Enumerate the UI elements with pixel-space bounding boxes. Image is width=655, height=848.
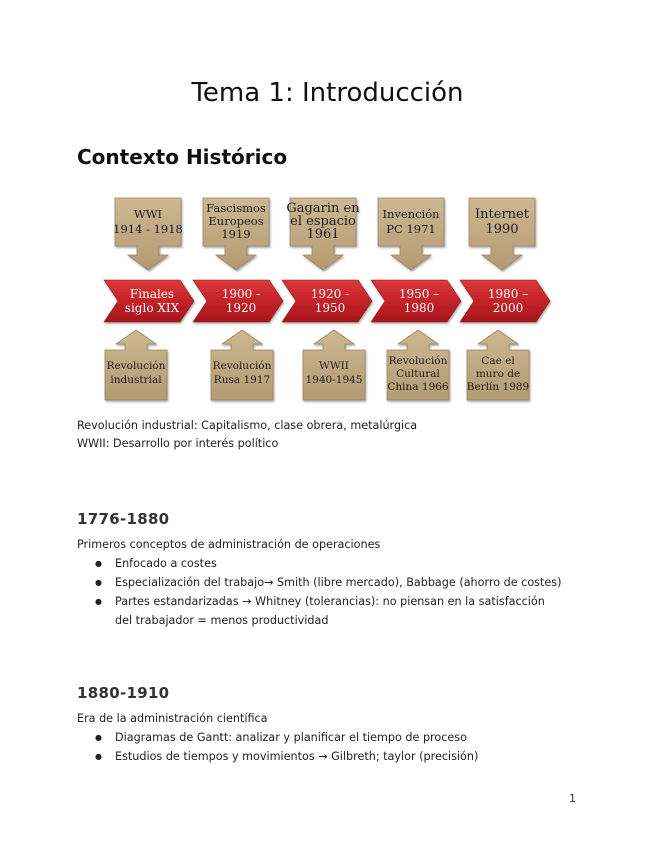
heading-1880-1910: 1880-1910 [77, 684, 170, 702]
era-arrow [282, 280, 372, 322]
era-label: 2000 [492, 301, 524, 315]
era-label: 1920 [225, 301, 257, 315]
era-arrow [104, 280, 194, 322]
bullet-list-1880-1910 [95, 728, 565, 766]
top-event-label: 1919 [221, 227, 251, 241]
era-label: 1950 [314, 301, 346, 315]
heading-1776-1880: 1776-1880 [77, 510, 170, 528]
top-event-callout [469, 198, 535, 270]
list-item: ● Diagramas de Gantt: analizar y planificar el tiempo de proceso [95, 728, 565, 747]
top-event-callout [378, 198, 444, 270]
top-event-label: Gagarin en [286, 201, 360, 216]
top-event-label: Internet [475, 207, 529, 222]
list-item: ● Estudios de tiempos y movimientos → Gilbreth; taylor (precisión) [95, 747, 565, 766]
era-arrow [460, 280, 550, 322]
bottom-event-callout [467, 330, 530, 400]
top-event-label: 1961 [306, 227, 340, 242]
note-revolucion-industrial: Revolución industrial: Capitalismo, clase obrera, metalúrgica [77, 419, 418, 432]
bottom-event-label: Cultural [396, 368, 440, 380]
top-event-label: Invención [382, 207, 440, 221]
era-label: 1920 - [310, 287, 350, 301]
bottom-event-label: Revolución [106, 360, 166, 372]
bottom-event-label: WWII [319, 360, 349, 372]
page-number: 1 [569, 792, 576, 805]
bullet-list-1776-1880 [95, 554, 565, 630]
top-event-label: Fascismos [206, 201, 266, 215]
era-arrow [193, 280, 283, 322]
list-item: ● Partes estandarizadas → Whitney (tolerancias): no piensan en la satisfacción del trabajador = menos productividad [95, 592, 565, 630]
note-wwii: WWII: Desarrollo por interés político [77, 437, 279, 450]
bottom-event-label: Cae el [481, 355, 515, 367]
top-event-callout [113, 198, 183, 270]
top-event-label: 1914 - 1918 [113, 222, 183, 236]
intro-1776-1880: Primeros conceptos de administración de operaciones [77, 538, 381, 551]
era-label: siglo XIX [124, 301, 180, 315]
list-item: ● Enfocado a costes [95, 554, 565, 573]
bottom-event-label: Revolución [212, 360, 272, 372]
list-item: ● Especialización del trabajo→ Smith (libre mercado), Babbage (ahorro de costes) [95, 573, 565, 592]
bottom-event-label: 1940-1945 [305, 374, 363, 386]
bottom-event-label: Berlín 1989 [466, 381, 530, 393]
bottom-event-label: Rusa 1917 [213, 374, 271, 386]
era-arrow [371, 280, 461, 322]
era-label: Finales [129, 287, 175, 301]
intro-1880-1910: Era de la administración científica [77, 712, 268, 725]
top-event-label: PC 1971 [386, 222, 436, 236]
top-event-label: Europeos [208, 214, 264, 228]
page-title: Tema 1: Introducción [191, 78, 464, 108]
timeline-diagram [0, 190, 655, 405]
bottom-event-label: muro de [475, 368, 521, 380]
top-event-callout [286, 198, 360, 270]
bottom-event-callout [303, 330, 365, 400]
era-label: 1980 – [487, 287, 529, 301]
bottom-event-label: Revolución [388, 355, 448, 367]
bottom-event-callout [211, 330, 273, 400]
top-event-label: WWI [133, 207, 163, 221]
bottom-event-callout [387, 330, 449, 400]
bottom-event-label: China 1966 [387, 381, 449, 393]
section-heading: Contexto Histórico [77, 145, 288, 169]
era-label: 1980 [403, 301, 435, 315]
top-event-label: 1990 [485, 222, 519, 237]
era-label: 1950 – [398, 287, 440, 301]
bottom-event-callout [105, 330, 167, 400]
top-event-label: el espacio [290, 214, 356, 229]
bottom-event-label: industrial [110, 374, 162, 386]
top-event-callout [203, 198, 269, 270]
era-label: 1900 - [221, 287, 261, 301]
